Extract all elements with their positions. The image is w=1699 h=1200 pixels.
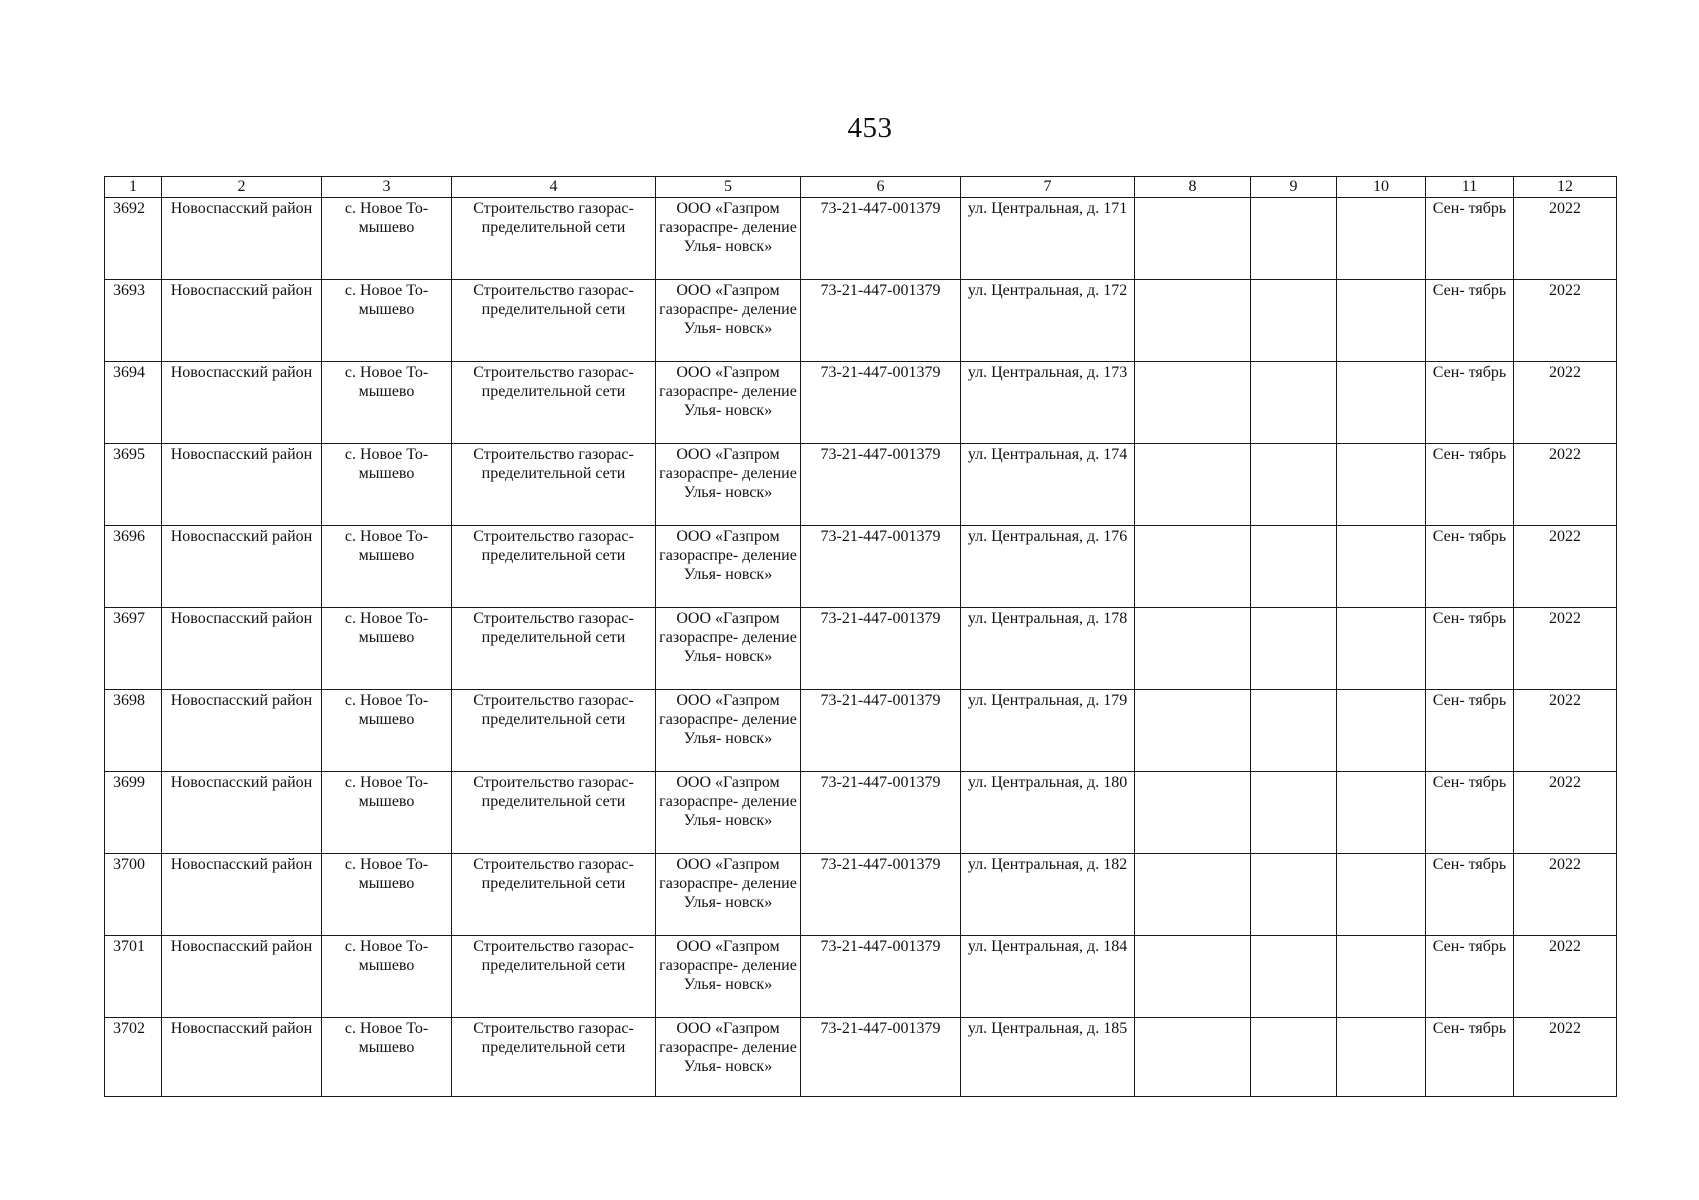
table-row	[105, 1018, 1617, 1097]
settlement-cell: с. Новое То- мышево	[322, 936, 452, 1018]
organization-cell: ООО «Газпром газораспре- деление Улья- новск»	[656, 854, 801, 936]
settlement-cell: с. Новое То- мышево	[322, 854, 452, 936]
table-row	[105, 198, 1617, 280]
work-type-cell: Строительство газорас- пределительной сети	[452, 198, 656, 280]
column-9-cell	[1251, 198, 1337, 280]
year-cell: 2022	[1514, 772, 1617, 854]
column-header: 4	[452, 177, 656, 198]
column-9-cell	[1251, 772, 1337, 854]
month-cell: Сен- тябрь	[1426, 854, 1514, 936]
column-8-cell	[1135, 690, 1251, 772]
column-10-cell	[1337, 362, 1426, 444]
table-row	[105, 936, 1617, 1018]
column-header: 10	[1337, 177, 1426, 198]
address-cell: ул. Центральная, д. 180	[961, 772, 1135, 854]
column-8-cell	[1135, 444, 1251, 526]
column-9-cell	[1251, 936, 1337, 1018]
column-8-cell	[1135, 608, 1251, 690]
table-row	[105, 608, 1617, 690]
column-header: 3	[322, 177, 452, 198]
row-number: 3695	[105, 444, 162, 526]
table-row	[105, 690, 1617, 772]
registry-body	[105, 198, 1617, 1097]
district-cell: Новоспасский район	[162, 690, 322, 772]
organization-cell: ООО «Газпром газораспре- деление Улья- новск»	[656, 280, 801, 362]
column-9-cell	[1251, 608, 1337, 690]
column-header: 7	[961, 177, 1135, 198]
row-number: 3692	[105, 198, 162, 280]
district-cell: Новоспасский район	[162, 280, 322, 362]
address-cell: ул. Центральная, д. 178	[961, 608, 1135, 690]
organization-cell: ООО «Газпром газораспре- деление Улья- новск»	[656, 1018, 801, 1097]
column-9-cell	[1251, 280, 1337, 362]
year-cell: 2022	[1514, 936, 1617, 1018]
work-type-cell: Строительство газорас- пределительной сети	[452, 444, 656, 526]
column-9-cell	[1251, 362, 1337, 444]
page-number: 453	[847, 112, 893, 144]
registry-table	[104, 176, 1617, 1097]
row-number: 3694	[105, 362, 162, 444]
work-type-cell: Строительство газорас- пределительной сети	[452, 1018, 656, 1097]
address-cell: ул. Центральная, д. 185	[961, 1018, 1135, 1097]
district-cell: Новоспасский район	[162, 936, 322, 1018]
registry-code-cell: 73-21-447-001379	[801, 444, 961, 526]
organization-cell: ООО «Газпром газораспре- деление Улья- новск»	[656, 444, 801, 526]
column-9-cell	[1251, 1018, 1337, 1097]
settlement-cell: с. Новое То- мышево	[322, 526, 452, 608]
row-number: 3701	[105, 936, 162, 1018]
month-cell: Сен- тябрь	[1426, 280, 1514, 362]
year-cell: 2022	[1514, 280, 1617, 362]
organization-cell: ООО «Газпром газораспре- деление Улья- новск»	[656, 362, 801, 444]
column-9-cell	[1251, 444, 1337, 526]
registry-code-cell: 73-21-447-001379	[801, 198, 961, 280]
table-row	[105, 854, 1617, 936]
column-10-cell	[1337, 772, 1426, 854]
organization-cell: ООО «Газпром газораспре- деление Улья- новск»	[656, 936, 801, 1018]
work-type-cell: Строительство газорас- пределительной сети	[452, 690, 656, 772]
column-8-cell	[1135, 772, 1251, 854]
address-cell: ул. Центральная, д. 184	[961, 936, 1135, 1018]
row-number: 3702	[105, 1018, 162, 1097]
table-row	[105, 526, 1617, 608]
column-10-cell	[1337, 280, 1426, 362]
work-type-cell: Строительство газорас- пределительной сети	[452, 772, 656, 854]
column-8-cell	[1135, 1018, 1251, 1097]
registry-code-cell: 73-21-447-001379	[801, 280, 961, 362]
organization-cell: ООО «Газпром газораспре- деление Улья- новск»	[656, 772, 801, 854]
work-type-cell: Строительство газорас- пределительной сети	[452, 280, 656, 362]
registry-code-cell: 73-21-447-001379	[801, 526, 961, 608]
column-number-row	[105, 177, 1617, 198]
district-cell: Новоспасский район	[162, 1018, 322, 1097]
month-cell: Сен- тябрь	[1426, 526, 1514, 608]
district-cell: Новоспасский район	[162, 526, 322, 608]
work-type-cell: Строительство газорас- пределительной сети	[452, 362, 656, 444]
address-cell: ул. Центральная, д. 171	[961, 198, 1135, 280]
column-10-cell	[1337, 198, 1426, 280]
registry-code-cell: 73-21-447-001379	[801, 362, 961, 444]
column-8-cell	[1135, 936, 1251, 1018]
column-8-cell	[1135, 526, 1251, 608]
organization-cell: ООО «Газпром газораспре- деление Улья- новск»	[656, 526, 801, 608]
year-cell: 2022	[1514, 444, 1617, 526]
year-cell: 2022	[1514, 362, 1617, 444]
table-row	[105, 362, 1617, 444]
column-8-cell	[1135, 362, 1251, 444]
address-cell: ул. Центральная, д. 179	[961, 690, 1135, 772]
organization-cell: ООО «Газпром газораспре- деление Улья- новск»	[656, 690, 801, 772]
address-cell: ул. Центральная, д. 173	[961, 362, 1135, 444]
column-header: 2	[162, 177, 322, 198]
district-cell: Новоспасский район	[162, 854, 322, 936]
settlement-cell: с. Новое То- мышево	[322, 608, 452, 690]
settlement-cell: с. Новое То- мышево	[322, 280, 452, 362]
column-8-cell	[1135, 854, 1251, 936]
month-cell: Сен- тябрь	[1426, 936, 1514, 1018]
row-number: 3696	[105, 526, 162, 608]
column-8-cell	[1135, 280, 1251, 362]
month-cell: Сен- тябрь	[1426, 362, 1514, 444]
district-cell: Новоспасский район	[162, 772, 322, 854]
column-10-cell	[1337, 608, 1426, 690]
settlement-cell: с. Новое То- мышево	[322, 1018, 452, 1097]
registry-code-cell: 73-21-447-001379	[801, 608, 961, 690]
registry-code-cell: 73-21-447-001379	[801, 854, 961, 936]
column-header: 12	[1514, 177, 1617, 198]
month-cell: Сен- тябрь	[1426, 772, 1514, 854]
table-row	[105, 444, 1617, 526]
column-10-cell	[1337, 936, 1426, 1018]
work-type-cell: Строительство газорас- пределительной сети	[452, 526, 656, 608]
registry-code-cell: 73-21-447-001379	[801, 772, 961, 854]
row-number: 3693	[105, 280, 162, 362]
column-header: 8	[1135, 177, 1251, 198]
column-9-cell	[1251, 526, 1337, 608]
settlement-cell: с. Новое То- мышево	[322, 444, 452, 526]
settlement-cell: с. Новое То- мышево	[322, 772, 452, 854]
table-row	[105, 772, 1617, 854]
work-type-cell: Строительство газорас- пределительной сети	[452, 608, 656, 690]
column-9-cell	[1251, 854, 1337, 936]
district-cell: Новоспасский район	[162, 362, 322, 444]
year-cell: 2022	[1514, 198, 1617, 280]
column-header: 5	[656, 177, 801, 198]
table-row	[105, 280, 1617, 362]
settlement-cell: с. Новое То- мышево	[322, 690, 452, 772]
year-cell: 2022	[1514, 854, 1617, 936]
address-cell: ул. Центральная, д. 174	[961, 444, 1135, 526]
settlement-cell: с. Новое То- мышево	[322, 198, 452, 280]
district-cell: Новоспасский район	[162, 608, 322, 690]
row-number: 3698	[105, 690, 162, 772]
address-cell: ул. Центральная, д. 182	[961, 854, 1135, 936]
column-header: 9	[1251, 177, 1337, 198]
column-10-cell	[1337, 1018, 1426, 1097]
column-10-cell	[1337, 690, 1426, 772]
month-cell: Сен- тябрь	[1426, 1018, 1514, 1097]
year-cell: 2022	[1514, 690, 1617, 772]
column-8-cell	[1135, 198, 1251, 280]
column-9-cell	[1251, 690, 1337, 772]
month-cell: Сен- тябрь	[1426, 690, 1514, 772]
column-header: 1	[105, 177, 162, 198]
row-number: 3700	[105, 854, 162, 936]
registry-code-cell: 73-21-447-001379	[801, 936, 961, 1018]
column-header: 11	[1426, 177, 1514, 198]
work-type-cell: Строительство газорас- пределительной сети	[452, 936, 656, 1018]
district-cell: Новоспасский район	[162, 444, 322, 526]
month-cell: Сен- тябрь	[1426, 198, 1514, 280]
work-type-cell: Строительство газорас- пределительной сети	[452, 854, 656, 936]
organization-cell: ООО «Газпром газораспре- деление Улья- новск»	[656, 608, 801, 690]
year-cell: 2022	[1514, 608, 1617, 690]
settlement-cell: с. Новое То- мышево	[322, 362, 452, 444]
column-header: 6	[801, 177, 961, 198]
row-number: 3697	[105, 608, 162, 690]
month-cell: Сен- тябрь	[1426, 608, 1514, 690]
year-cell: 2022	[1514, 526, 1617, 608]
column-10-cell	[1337, 526, 1426, 608]
organization-cell: ООО «Газпром газораспре- деление Улья- новск»	[656, 198, 801, 280]
address-cell: ул. Центральная, д. 172	[961, 280, 1135, 362]
address-cell: ул. Центральная, д. 176	[961, 526, 1135, 608]
registry-code-cell: 73-21-447-001379	[801, 1018, 961, 1097]
district-cell: Новоспасский район	[162, 198, 322, 280]
year-cell: 2022	[1514, 1018, 1617, 1097]
column-10-cell	[1337, 444, 1426, 526]
column-10-cell	[1337, 854, 1426, 936]
row-number: 3699	[105, 772, 162, 854]
month-cell: Сен- тябрь	[1426, 444, 1514, 526]
registry-code-cell: 73-21-447-001379	[801, 690, 961, 772]
